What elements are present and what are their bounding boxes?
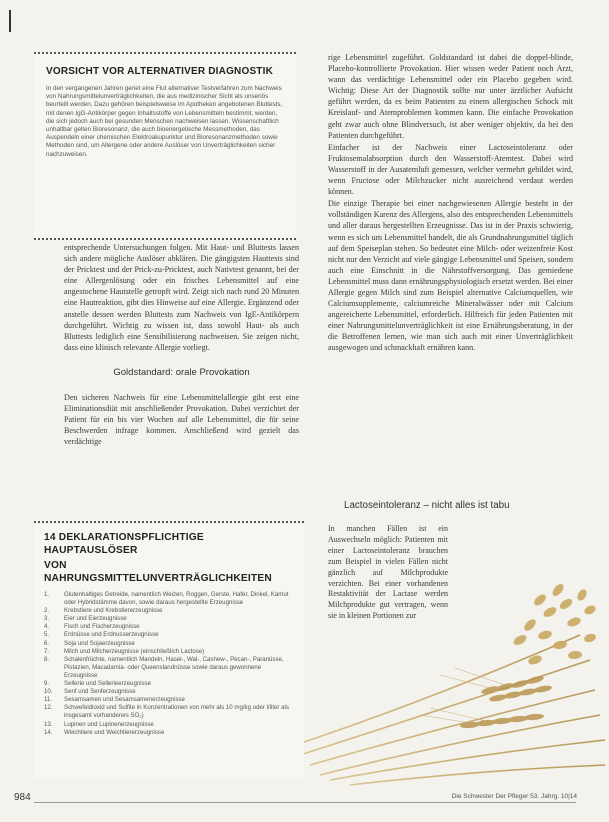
box-body: In den vergangenen Jahren geriet eine Flut alternativer Testverfahren zum Nachweis von Nahrungsmittelunverträglichkeiten, die aus medizinischer Sicht als unseriös beurteilt werden. Dazu gehören beispielsweise im Apotheken angebotenen Bluttests, mit denen IgG-Antikörper gegen Inhaltsstoffe von Lebensmitteln bestimmt, werden, die sich jedoch auch bei gesunden Menschen nachweisen lassen. Wissenschaftlich unhaltbar gelten Bioresonanz, die auch bioenergetische Messmethoden, das Auspendeln einer chemischen Elektroakupunktur und Bioresonanzmethoden sowie Methoden sind, um Allergene oder andere Auslöser von Unverträglichkeiten sicher nachzuweisen. — [46, 85, 283, 158]
list-item-text: Lupinen und Lupinenerzeugnisse — [64, 720, 154, 728]
lactose-column — [328, 524, 448, 622]
list-item-text: Senf und Senferzeugnisse — [64, 688, 136, 696]
body-paragraph: In manchen Fällen ist ein Auswechseln möglich: Patienten mit einer Lactoseintoleranz brauchen zum Beispiel in vielen Fällen nicht gänzlich auf Milchprodukte verzichten. Bei einer vorhandenen Restaktivität der Lactase werden Milchprodukte gut vertragen, wenn sie in kleinen Portionen zur — [328, 524, 448, 621]
body-paragraph: rige Lebensmittel zugeführt. Goldstandard ist dabei die doppel-blinde, Placebo-kontrollierte Provokation. Hier wissen weder Patient noch Arzt, wann das verdächtige Lebensmittel oder ein Placebo gegeben wird. Wichtig: Diese Art der Diagnostik sollte nur unter ärztlicher Aufsicht geführt werden, da es beim Patienten zu einem allergischen Schock mit Kreislauf- und Atemproblemen kommen kann. Die einfache Provokation geht zwar auch ohne Blindversuch, ist aber weniger objektiv, da bei den Patienten durchgeführt. — [328, 53, 573, 140]
list-item-number: 5. — [44, 631, 50, 639]
list-item-number: 13. — [44, 720, 53, 728]
subheading: Goldstandard: orale Provokation — [113, 366, 250, 378]
list-item-text: Soja und Sojaerzeugnisse — [64, 639, 135, 647]
list-item-text: Schwefeldioxid und Sulfite in Konzentrationen von mehr als 10 mg/kg oder l/liter als insgesamt vorhandenes SO₂) — [64, 704, 289, 720]
list-item — [42, 696, 296, 704]
list-item-number: 10. — [44, 688, 53, 696]
list-item — [42, 729, 296, 737]
list-item-text: Glutenhaltiges Getreide, namentlich Weizen, Roggen, Gerste, Hafer, Dinkel, Kamut oder Hybridstämme davon, sowie daraus hergestellte Erzeugnisse — [64, 591, 289, 607]
body-paragraph: Einfacher ist der Nachweis einer Lactoseintoleranz oder Fruktosemalabsorption durch den Wasserstoff-Atemtest. Dabei wird Wasserstoff in der Ausatemluft gemessen, welcher vermehrt gebildet wird, wenn Fructose oder Milchzucker nicht ausreichend verdaut werden können. — [328, 142, 573, 197]
body-paragraph: Die einzige Therapie bei einer nachgewiesenen Allergie besteht in der vollständigen Karenz des Allergens, also des entsprechenden Lebensmittels und aller daraus hergestellten Erzeugnisse. Das ist in der Praxis schwierig, wenn es sich um Lebensmittel handelt, die als Grundnahrungsmittel täglich auf dem Speiseplan stehen. So bedeutet eine Milch- oder weizenfreie Kost nicht nur den Verzicht auf viele gängige Lebensmittel und Speisen, sondern auch eine Einschnitt in die Nährstoffversorgung. Das gemiedene Lebensmittel muss dann ernährungsphysiologisch ersetzt werden. Bei einer Allergie gegen Milch sind zum Beispiel alternative Calciumquellen, wie Calciumsupplemente, calciumreiche Mineralwässer oder mit Calcium angereicherte Lebensmittel, erforderlich. Hilfreich für jeden Patienten mit einer Nahrungsmittelunverträglichkeit ist eine Ernährungsberatung, in der die Betroffenen lernen, wie man sich auch mit einer Unverträglichkeit ausgewogen und schmackhaft ernähren kann. — [328, 199, 573, 353]
allergen-list — [42, 591, 296, 737]
list-item-number: 1. — [44, 591, 50, 598]
box-title: VORSICHT VOR ALTERNATIVER DIAGNOSTIK — [46, 66, 274, 77]
allergen-list-box — [34, 521, 304, 779]
list-item-number: 7. — [44, 647, 50, 655]
list-item-number: 8. — [44, 655, 50, 663]
margin-rule — [9, 10, 11, 32]
list-item-text: Weichtiere und Weichtiererzeugnisse — [64, 728, 165, 736]
page-number: 984 — [14, 792, 31, 803]
list-item-text: Krebstiere und Krebstiererzeugnisse — [64, 607, 163, 615]
list-item — [42, 656, 296, 680]
list-item-number: 3. — [44, 615, 50, 623]
list-item-number: 12. — [44, 704, 53, 712]
list-item-number: 6. — [44, 639, 50, 647]
box-title-line: 14 DEKLARATIONSPFLICHTIGE HAUPTAUSLÖSER — [44, 532, 204, 556]
list-item — [42, 721, 296, 729]
list-item-text: Erdnüsse und Erdnusserzeugnisse — [64, 631, 159, 639]
left-column — [64, 242, 299, 447]
list-item — [42, 607, 296, 615]
right-column — [328, 52, 573, 354]
journal-citation: Die Schwester Der Pfleger 53. Jahrg. 10|14 — [451, 793, 577, 800]
list-item-text: Fisch und Fischerzeugnisse — [64, 623, 140, 631]
list-item — [42, 688, 296, 696]
list-item — [42, 680, 296, 688]
list-item-text: Schalenfrüchte, namentlich Mandeln, Hasel-, Wal-, Cashew-, Pecan-, Paranüsse, Pistazien, Macadamia- oder Queenslandnüsse sowie daraus gewonnene Erzeugnisse — [64, 655, 284, 679]
list-item — [42, 591, 296, 607]
footer-rule — [34, 802, 576, 803]
list-item-number: 11. — [44, 696, 53, 704]
box-title-line: VON NAHRUNGSMITTELUNVERTRÄGLICHKEITEN — [44, 560, 272, 584]
list-item — [42, 704, 296, 720]
lactose-heading: Lactoseintoleranz – nicht alles ist tabu — [344, 500, 510, 511]
list-item-text: Milch und Milcherzeugnisse (einschließlich Lactose) — [64, 647, 205, 655]
body-paragraph: Den sicheren Nachweis für eine Lebensmittelallergie gibt erst eine Eliminationsdiät mit anschließender Provokation. Dabei verzichtet der Patient für ein bis vier Wochen auf alle Lebensmittel, die für seine Beschwerden infrage kommen. Anschließend wird gezielt das verdächtige — [64, 392, 299, 447]
list-item-number: 9. — [44, 680, 50, 688]
list-item — [42, 640, 296, 648]
list-item-text: Sesamsamen und Sesamsamenerzeugnisse — [64, 696, 185, 704]
list-item-text: Sellerie und Sellerieerzeugnisse — [64, 680, 152, 688]
alternative-diagnostics-box — [34, 52, 296, 240]
body-paragraph: entsprechende Untersuchungen folgen. Mit Haut- und Bluttests lassen sich andere mögliche Auslöser abklären. Die gängigsten Hauttests sind der Pricktest und der Prick-zu-Pricktest, auch Nativtest genannt, bei der eine Allergenlösung oder ein frisches Lebensmittel auf eine angestochene Hautstelle getropft wird. Zeigt sich nach rund 20 Minuten eine Hautreaktion, gibt dies Hinweise auf eine Allergie. Ergänzend oder anstelle dessen werden Bluttests zum Nachweis von IgE-Antikörpern durchgeführt. Wichtig zu wissen ist, dass sowohl Haut- als auch Bluttests lediglich eine Sensibilisierung nachweisen. Sie zeigen nicht, dass eine klinisch relevante Allergie vorliegt. — [64, 243, 299, 352]
list-item-number: 2. — [44, 607, 50, 615]
list-item — [42, 623, 296, 631]
list-item-number: 4. — [44, 623, 50, 631]
list-item — [42, 648, 296, 656]
list-item — [42, 631, 296, 639]
list-item-number: 14. — [44, 728, 53, 736]
list-item-text: Eier und Eierzeugnisse — [64, 615, 127, 623]
list-item — [42, 615, 296, 623]
